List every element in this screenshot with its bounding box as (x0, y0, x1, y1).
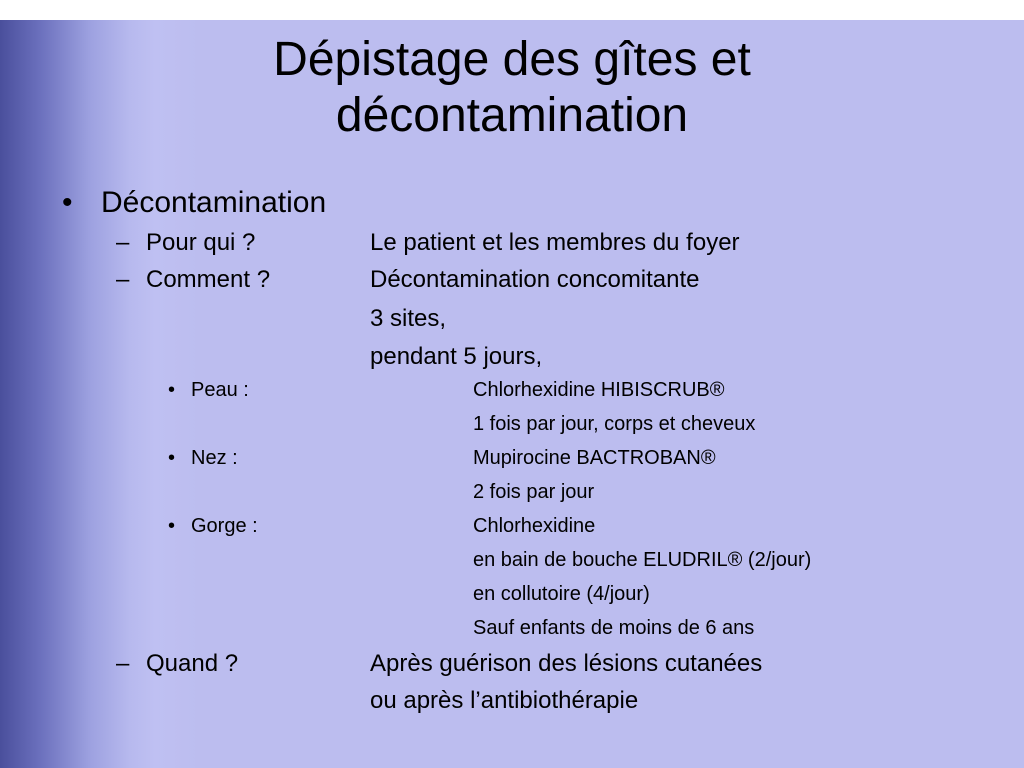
comment-line: Décontamination concomitante (370, 266, 700, 293)
slide (0, 20, 1024, 768)
site-label-peau: Peau : (191, 379, 249, 401)
site-line: Chlorhexidine (473, 515, 596, 537)
dash-marker: – (116, 266, 130, 293)
site-line: 2 fois par jour (473, 481, 595, 503)
pour-qui-value: Le patient et les membres du foyer (370, 229, 740, 256)
site-line: Mupirocine BACTROBAN® (473, 447, 716, 469)
site-line: Chlorhexidine HIBISCRUB® (473, 379, 725, 401)
section-heading: Décontamination (101, 186, 327, 219)
bullet-marker: • (168, 447, 176, 469)
site-line: 1 fois par jour, corps et cheveux (473, 413, 756, 435)
slide-title-line-1: Dépistage des gîtes et (273, 33, 751, 86)
comment-line: 3 sites, (370, 305, 447, 332)
site-label-gorge: Gorge : (191, 515, 258, 537)
comment-line: pendant 5 jours, (370, 343, 543, 370)
quand-line: Après guérison des lésions cutanées (370, 650, 763, 677)
bullet-marker: • (168, 379, 176, 401)
dash-marker: – (116, 650, 130, 677)
bullet-marker: • (62, 186, 73, 219)
slide-title (0, 32, 1024, 144)
quand-line: ou après l’antibiothérapie (370, 687, 639, 714)
site-line: Sauf enfants de moins de 6 ans (473, 617, 755, 639)
dash-marker: – (116, 229, 130, 256)
quand-label: Quand ? (146, 650, 239, 677)
site-line: en collutoire (4/jour) (473, 583, 650, 605)
site-line: en bain de bouche ELUDRIL® (2/jour) (473, 549, 812, 571)
slide-title-line-2: décontamination (335, 89, 689, 142)
bullet-marker: • (168, 515, 176, 537)
pour-qui-label: Pour qui ? (146, 229, 256, 256)
comment-label: Comment ? (146, 266, 271, 293)
site-label-nez: Nez : (191, 447, 238, 469)
